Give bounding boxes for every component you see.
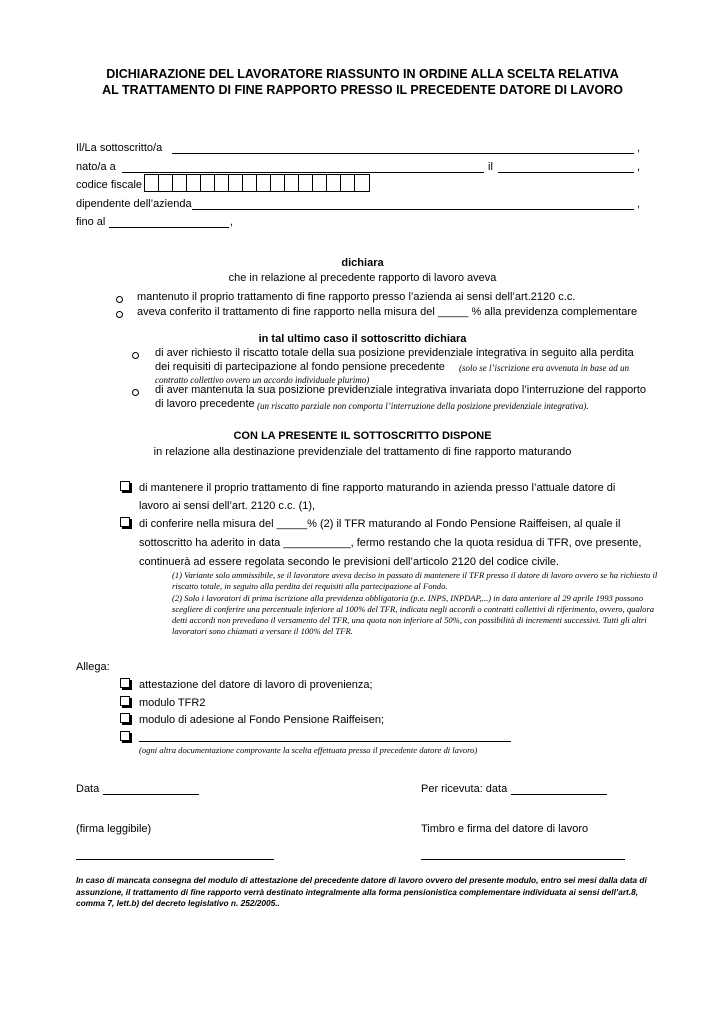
comma: , [637,161,641,173]
option-bullet[interactable] [132,352,139,359]
allega-other-note: (ogni altra documentazione comprovante la scelta effettuata presso il precedente datore di lavoro) [139,745,478,755]
note-1: (1) Variante solo ammissibile, se il lavoratore aveva deciso in passato di mantenere il TFR presso il datore di lavoro ovvero se ha richiesto il riscatto totale, in seguito alla perdita dei requisiti alla partecipazione al Fondo. [172,570,658,592]
data-nascita-field[interactable] [498,172,634,173]
choice1-line1: di mantenere il proprio trattamento di fine rapporto maturando in azienda presso l’attuale datore di [139,482,616,494]
ultimo-opt1-line1: di aver richiesto il riscatto totale della sua posizione previdenziale integrativa in seguito alla perdita [155,347,634,359]
codice-fiscale-field[interactable] [144,174,370,192]
allega-checkbox-3[interactable] [120,713,130,723]
ultimo-opt1-note-b: contratto collettivo ovvero un accordo individuale plurimo) [155,375,370,385]
dichiara-heading: dichiara [341,257,384,269]
allega-checkbox-1[interactable] [120,678,130,688]
option-bullet[interactable] [132,389,139,396]
ricevuta-label: Per ricevuta: data [421,783,508,795]
allega-label: Allega: [76,661,110,673]
fino-al-field[interactable] [109,227,229,228]
choice2-checkbox[interactable] [120,517,130,527]
ultimo-opt2-note: (un riscatto parziale non comporta l’interruzione della posizione previdenziale integrativa). [257,401,589,411]
firma-lavoratore-line[interactable] [76,859,274,860]
dipendente-label: dipendente dell’azienda [76,198,192,210]
dichiara-subheading: che in relazione al precedente rapporto di lavoro aveva [228,272,497,284]
document-title-line1: DICHIARAZIONE DEL LAVORATORE RIASSUNTO IN ORDINE ALLA SCELTA RELATIVA [106,67,619,81]
dispone-heading: CON LA PRESENTE IL SOTTOSCRITTO DISPONE [233,430,492,442]
dichiara-option-1: mantenuto il proprio trattamento di fine rapporto presso l’azienda ai sensi dell’art.2120 c.c. [137,291,576,303]
ultimo-opt1-note-a: (solo se l’iscrizione era avvenuta in base ad un [459,363,629,373]
dispone-subheading: in relazione alla destinazione previdenziale del trattamento di fine rapporto maturando [153,446,572,458]
sottoscritto-field[interactable] [172,153,634,154]
allega-checkbox-2[interactable] [120,696,130,706]
luogo-nascita-field[interactable] [122,172,484,173]
allega-item-1: attestazione del datore di lavoro di provenienza; [139,679,373,691]
allega-other-field[interactable] [139,741,511,742]
note-2: (2) Solo i lavoratori di prima iscrizione alla previdenza obbligatoria (p.e. INPS, INPDAP,...) in data anteriore al 29 aprile 1993 possono scegliere di conferire una percentuale inferiore al 100% del TFR, indicata negli accordi o contratti collettivi di riferimento, ovvero, qualora detti accordi non prevedano il versamento del TFR, una quota non inferiore al 50%, con possibilità di incrementi successivi. Tutti gli altri lavoratori sono chiamati a versare il 100% del TFR. [172,592,655,637]
footer-note: In caso di mancata consegna del modulo di attestazione del precedente datore di lavoro ovvero del presente modulo, entro sei mesi dalla data di assunzione, il trattamento di fine rapporto verrà destinato integralmente alla forma pensionistica complementare individuata ai sensi dell’art.8, comma 7, lett.b) del decreto legislativo n. 252/2005.. [76,875,647,908]
choice2-line1: di conferire nella misura del _____% (2) il TFR maturando al Fondo Pensione Raiffeisen, al quale il [139,518,621,530]
il-label: il [488,161,493,173]
document-title-line2: AL TRATTAMENTO DI FINE RAPPORTO PRESSO IL PRECEDENTE DATORE DI LAVORO [102,83,623,97]
ultimo-opt1-line2: dei requisiti di partecipazione al fondo pensione precedente [155,361,445,373]
codice-fiscale-label: codice fiscale [76,179,143,191]
choice1-line2: lavoro ai sensi dell’art. 2120 c.c. (1), [139,500,316,512]
choice2-line3: continuerà ad essere regolata secondo le previsioni dell’articolo 2120 del codice civile. [139,556,560,568]
allega-item-2: modulo TFR2 [139,697,206,709]
choice1-checkbox[interactable] [120,481,130,491]
choice2-line2: sottoscritto ha aderito in data ___________, fermo restando che la quota residua di TFR, ove presente, [139,537,642,549]
ricevuta-data-field[interactable] [511,794,607,795]
sottoscritto-label: Il/La sottoscritto/a [76,142,163,154]
fino-al-label: fino al [76,216,106,228]
timbro-label: Timbro e firma del datore di lavoro [421,823,589,835]
option-bullet[interactable] [116,311,123,318]
firma-label: (firma leggibile) [76,823,152,835]
comma: , [637,142,641,154]
ultimo-opt2-line2: di lavoro precedente [155,398,255,410]
ultimo-caso-heading: in tal ultimo caso il sottoscritto dichiara [258,333,467,345]
allega-checkbox-4[interactable] [120,731,130,741]
comma: , [230,216,234,228]
dichiara-option-2: aveva conferito il trattamento di fine rapporto nella misura del _____ % alla previdenza complementare [137,306,638,318]
azienda-field[interactable] [192,209,634,210]
comma: , [637,198,641,210]
dispone-notes [172,570,662,638]
data-label: Data [76,783,100,795]
allega-item-3: modulo di adesione al Fondo Pensione Raiffeisen; [139,714,385,726]
firma-datore-line[interactable] [421,859,625,860]
ultimo-opt2-line1: di aver mantenuta la sua posizione previdenziale integrativa invariata dopo l’interruzione del rapporto [155,384,647,396]
option-bullet[interactable] [116,296,123,303]
nato-label: nato/a a [76,161,116,173]
data-field[interactable] [103,794,199,795]
